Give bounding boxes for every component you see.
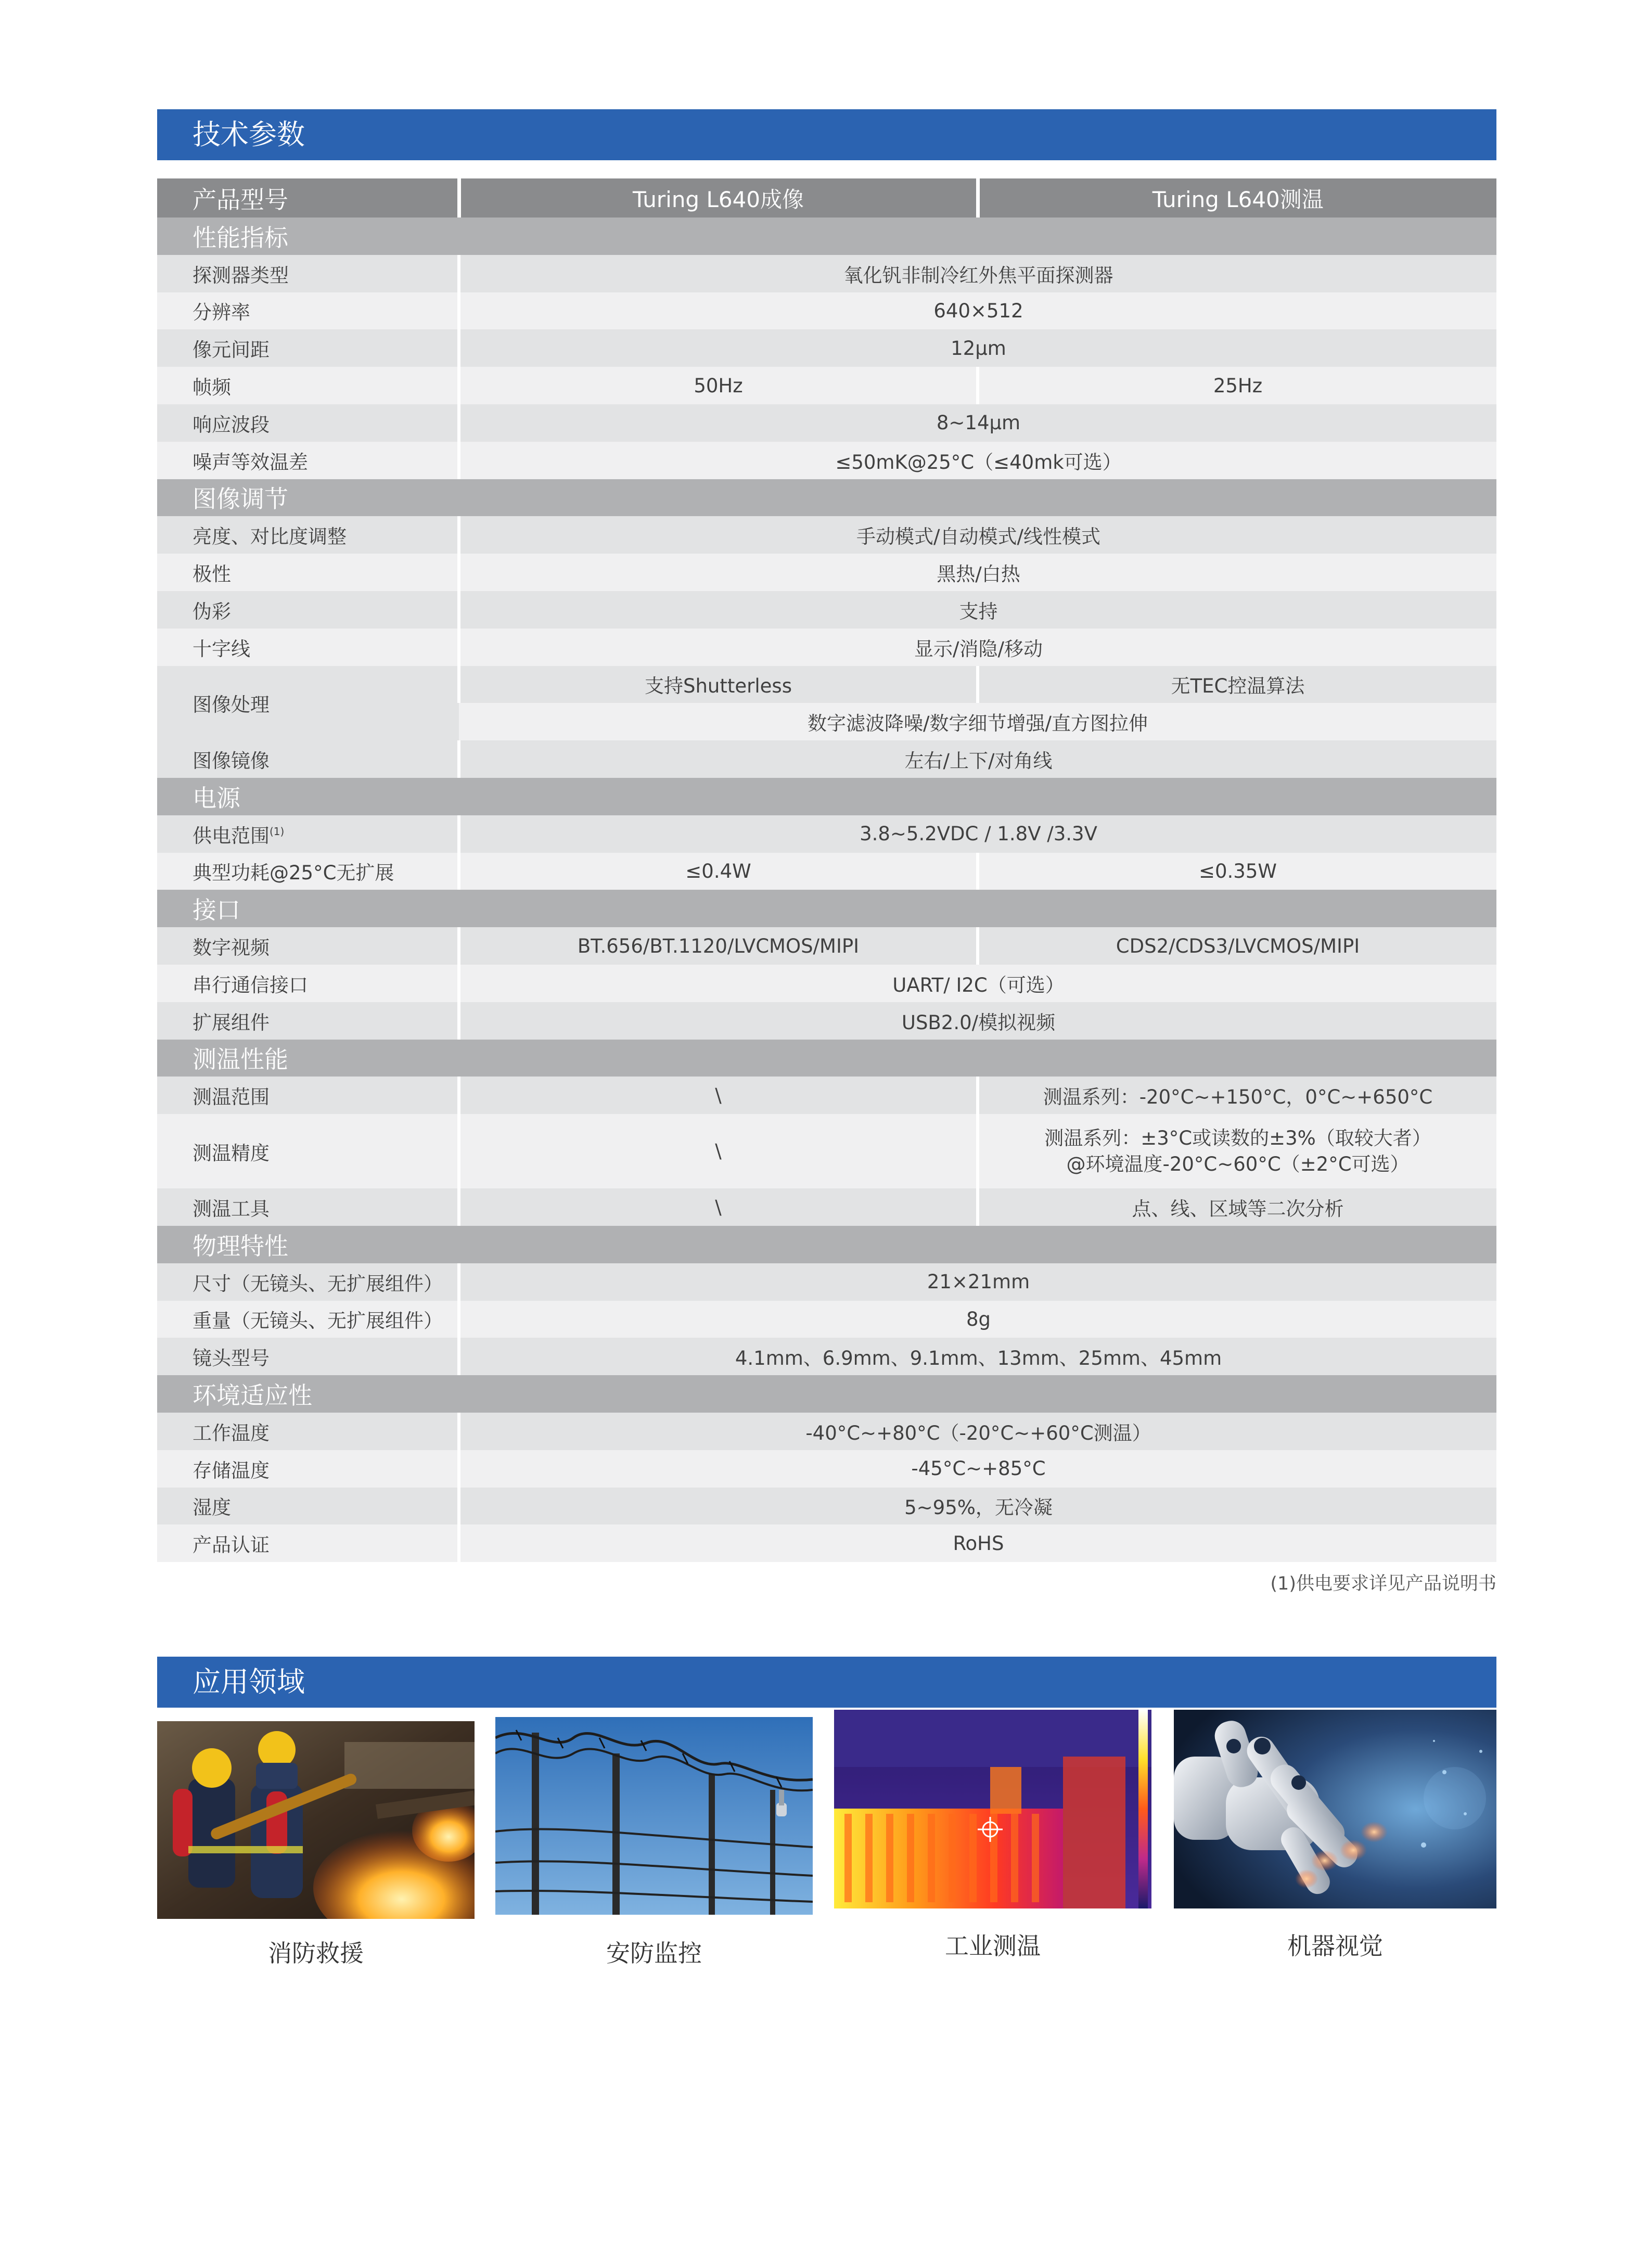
row-label: 测温范围 bbox=[157, 1077, 459, 1114]
table-row bbox=[157, 853, 1496, 890]
row-label: 极性 bbox=[157, 554, 459, 591]
row-label: 探测器类型 bbox=[157, 255, 459, 292]
table-row bbox=[157, 591, 1496, 629]
row-value: 左右/上下/对角线 bbox=[459, 740, 1496, 778]
barbed-wire-fence-photo bbox=[495, 1717, 813, 1915]
row-value-imaging: \ bbox=[459, 1077, 978, 1114]
row-label: 分辨率 bbox=[157, 292, 459, 330]
row-value: UART/ I2C（可选） bbox=[459, 965, 1496, 1002]
row-value: 氧化钒非制冷红外焦平面探测器 bbox=[459, 255, 1496, 292]
section-row bbox=[157, 1226, 1496, 1263]
footnote: (1)供电要求详见产品说明书 bbox=[1270, 1573, 1496, 1594]
row-value: 显示/消隐/移动 bbox=[459, 629, 1496, 666]
row-value-thermometry: 25Hz bbox=[978, 367, 1496, 404]
row-value-thermometry: ≤0.35W bbox=[978, 853, 1496, 890]
row-value: -45°C~+85°C bbox=[459, 1450, 1496, 1488]
row-label: 响应波段 bbox=[157, 404, 459, 442]
header-label: 产品型号 bbox=[157, 178, 459, 217]
section-row bbox=[157, 479, 1496, 517]
row-value-imaging: \ bbox=[459, 1114, 978, 1188]
table-row bbox=[157, 815, 1496, 853]
table-header-row bbox=[157, 178, 1496, 217]
row-label: 帧频 bbox=[157, 367, 459, 404]
row-value: -40°C~+80°C（-20°C~+60°C测温） bbox=[459, 1413, 1496, 1450]
row-label: 像元间距 bbox=[157, 329, 459, 367]
spec-title: 技术参数 bbox=[193, 118, 305, 151]
section-row bbox=[157, 1040, 1496, 1077]
row-value: 4.1mm、6.9mm、9.1mm、13mm、25mm、45mm bbox=[459, 1338, 1496, 1375]
table-row bbox=[157, 255, 1496, 292]
row-label: 噪声等效温差 bbox=[157, 442, 459, 479]
row-value-imaging: ≤0.4W bbox=[459, 853, 978, 890]
firefighters-photo bbox=[157, 1721, 475, 1919]
section-title: 图像调节 bbox=[157, 479, 1496, 517]
row-label-cell bbox=[157, 815, 459, 853]
application-caption: 机器视觉 bbox=[1287, 1932, 1383, 1960]
section-title: 测温性能 bbox=[157, 1040, 1496, 1077]
application-card-fire-rescue bbox=[157, 1721, 475, 1971]
row-label: 图像处理 bbox=[157, 666, 459, 741]
row-label: 数字视频 bbox=[157, 927, 459, 965]
row-label: 扩展组件 bbox=[157, 1002, 459, 1040]
spec-title-banner bbox=[157, 109, 1496, 160]
table-row bbox=[157, 1263, 1496, 1301]
row-value: 数字滤波降噪/数字细节增强/直方图拉伸 bbox=[459, 703, 1496, 740]
row-label: 串行通信接口 bbox=[157, 965, 459, 1002]
table-row bbox=[157, 1488, 1496, 1525]
row-label: 产品认证 bbox=[157, 1524, 459, 1562]
header-col-imaging: Turing L640成像 bbox=[459, 178, 978, 217]
row-value: 8~14μm bbox=[459, 404, 1496, 442]
row-label: 湿度 bbox=[157, 1488, 459, 1525]
row-value: ≤50mK@25°C（≤40mk可选） bbox=[459, 442, 1496, 479]
table-row bbox=[157, 1450, 1496, 1488]
application-card-machine-vision bbox=[1174, 1710, 1496, 1959]
row-value-thermometry: 点、线、区域等二次分析 bbox=[978, 1188, 1496, 1226]
table-row bbox=[157, 1301, 1496, 1338]
row-value: USB2.0/模拟视频 bbox=[459, 1002, 1496, 1040]
section-row bbox=[157, 1375, 1496, 1413]
row-value: 12μm bbox=[459, 329, 1496, 367]
row-value-imaging: 支持Shutterless bbox=[459, 666, 978, 703]
row-label: 测温精度 bbox=[157, 1114, 459, 1188]
table-row bbox=[157, 1077, 1496, 1114]
row-value: 黑热/白热 bbox=[459, 554, 1496, 591]
thermal-image-photo bbox=[834, 1710, 1151, 1908]
table-row bbox=[157, 404, 1496, 442]
row-label: 图像镜像 bbox=[157, 740, 459, 778]
applications-title-banner bbox=[157, 1657, 1496, 1708]
row-value-imaging: 50Hz bbox=[459, 367, 978, 404]
table-row bbox=[157, 1114, 1496, 1188]
row-value-thermometry: 测温系列：-20°C~+150°C，0°C~+650°C bbox=[978, 1077, 1496, 1114]
table-row bbox=[157, 1524, 1496, 1562]
row-label: 工作温度 bbox=[157, 1413, 459, 1450]
row-value: 手动模式/自动模式/线性模式 bbox=[459, 516, 1496, 554]
table-row bbox=[157, 516, 1496, 554]
application-caption: 工业测温 bbox=[945, 1932, 1041, 1960]
table-row bbox=[157, 629, 1496, 666]
table-row bbox=[157, 1338, 1496, 1375]
section-row bbox=[157, 890, 1496, 927]
application-card-security bbox=[495, 1717, 813, 1967]
row-value: 21×21mm bbox=[459, 1263, 1496, 1301]
row-value-thermometry: 无TEC控温算法 bbox=[978, 666, 1496, 703]
row-value-thermometry bbox=[978, 1114, 1496, 1188]
section-title: 性能指标 bbox=[157, 217, 1496, 255]
row-label: 伪彩 bbox=[157, 591, 459, 629]
application-caption: 消防救援 bbox=[268, 1939, 364, 1967]
row-value: 5~95%，无冷凝 bbox=[459, 1488, 1496, 1525]
row-label: 镜头型号 bbox=[157, 1338, 459, 1375]
row-label: 测温工具 bbox=[157, 1188, 459, 1226]
section-row bbox=[157, 778, 1496, 815]
table-row bbox=[157, 1413, 1496, 1450]
section-title: 环境适应性 bbox=[157, 1375, 1496, 1413]
table-row bbox=[157, 442, 1496, 479]
row-value-thermometry: CDS2/CDS3/LVCMOS/MIPI bbox=[978, 927, 1496, 965]
applications-title: 应用领域 bbox=[193, 1666, 305, 1698]
footnote-marker: (1) bbox=[270, 825, 285, 838]
row-value-imaging: BT.656/BT.1120/LVCMOS/MIPI bbox=[459, 927, 978, 965]
accuracy-line-1: 测温系列：±3°C或读数的±3%（取较大者） bbox=[1044, 1126, 1431, 1149]
row-label: 典型功耗@25°C无扩展 bbox=[157, 853, 459, 890]
table-row bbox=[157, 367, 1496, 404]
section-title: 物理特性 bbox=[157, 1226, 1496, 1263]
row-value: 3.8~5.2VDC / 1.8V /3.3V bbox=[459, 815, 1496, 853]
row-label: 尺寸（无镜头、无扩展组件） bbox=[157, 1263, 459, 1301]
table-row bbox=[157, 329, 1496, 367]
row-value: 支持 bbox=[459, 591, 1496, 629]
row-value: 640×512 bbox=[459, 292, 1496, 330]
row-label: 存储温度 bbox=[157, 1450, 459, 1488]
application-card-industrial bbox=[834, 1710, 1151, 1959]
table-row bbox=[157, 740, 1496, 778]
table-row bbox=[157, 1188, 1496, 1226]
row-label: 十字线 bbox=[157, 629, 459, 666]
row-label: 重量（无镜头、无扩展组件） bbox=[157, 1301, 459, 1338]
table-row bbox=[157, 927, 1496, 965]
accuracy-line-2: @环境温度-20°C~60°C（±2°C可选） bbox=[1066, 1152, 1410, 1175]
row-label: 亮度、对比度调整 bbox=[157, 516, 459, 554]
application-caption: 安防监控 bbox=[606, 1939, 702, 1967]
table-row bbox=[157, 292, 1496, 330]
row-value: 8g bbox=[459, 1301, 1496, 1338]
section-title: 电源 bbox=[157, 778, 1496, 815]
table-row bbox=[157, 1002, 1496, 1040]
spec-table bbox=[157, 178, 1496, 1562]
row-value-imaging: \ bbox=[459, 1188, 978, 1226]
row-value: RoHS bbox=[459, 1524, 1496, 1562]
robot-hand-photo bbox=[1174, 1710, 1496, 1908]
table-row bbox=[157, 554, 1496, 591]
section-title: 接口 bbox=[157, 890, 1496, 927]
section-row bbox=[157, 217, 1496, 255]
row-label: 供电范围 bbox=[193, 824, 270, 847]
table-row bbox=[157, 666, 1496, 703]
table-row bbox=[157, 965, 1496, 1002]
header-col-thermometry: Turing L640测温 bbox=[978, 178, 1496, 217]
